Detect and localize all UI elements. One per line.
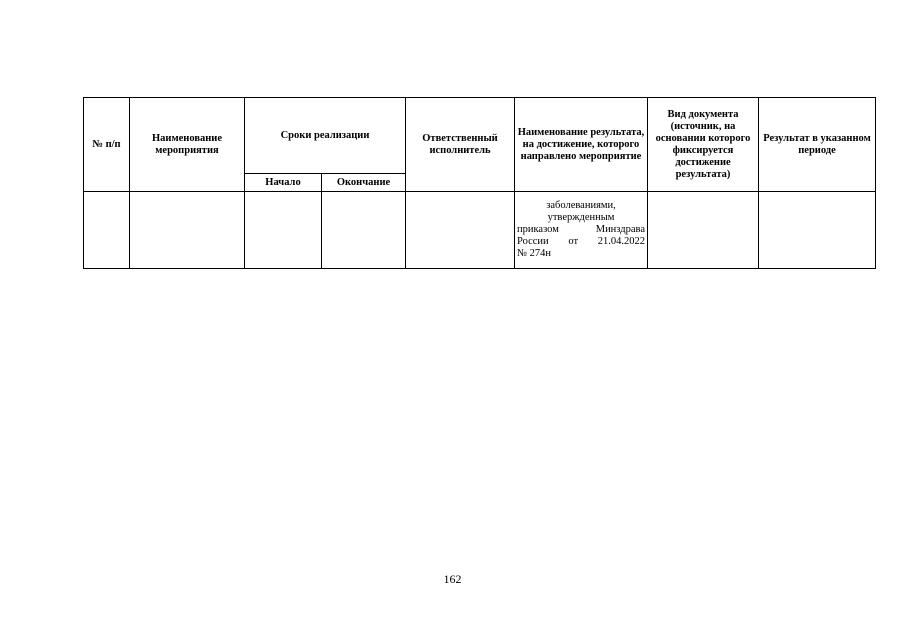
result-line: приказом Минздрава — [517, 224, 645, 235]
cell-event-name — [130, 192, 245, 269]
table-row — [84, 192, 876, 269]
header-end: Окончание — [322, 174, 406, 192]
cell-num — [84, 192, 130, 269]
plan-table — [83, 97, 876, 269]
result-line: утвержденным — [547, 212, 615, 223]
header-num: № п/п — [84, 98, 130, 192]
header-start: Начало — [245, 174, 322, 192]
cell-responsible — [406, 192, 515, 269]
header-doc-type: Вид документа (источник, на основании которого фиксируется достижение результата) — [648, 98, 759, 192]
header-result-name: Наименование результата, на достижение, которого направлено мероприятие — [515, 98, 648, 192]
header-responsible: Ответственный исполнитель — [406, 98, 515, 192]
cell-start — [245, 192, 322, 269]
page-number: 162 — [443, 572, 462, 586]
cell-result-name — [515, 192, 648, 269]
header-periods: Сроки реализации — [245, 98, 406, 174]
header-event-name: Наименование мероприятия — [130, 98, 245, 192]
cell-doc-type — [648, 192, 759, 269]
result-line: № 274н — [517, 248, 552, 259]
header-result: Результат в указанном периоде — [759, 98, 876, 192]
result-line: России от 21.04.2022 — [517, 236, 645, 247]
result-line: заболеваниями, — [546, 200, 616, 211]
cell-end — [322, 192, 406, 269]
cell-result — [759, 192, 876, 269]
